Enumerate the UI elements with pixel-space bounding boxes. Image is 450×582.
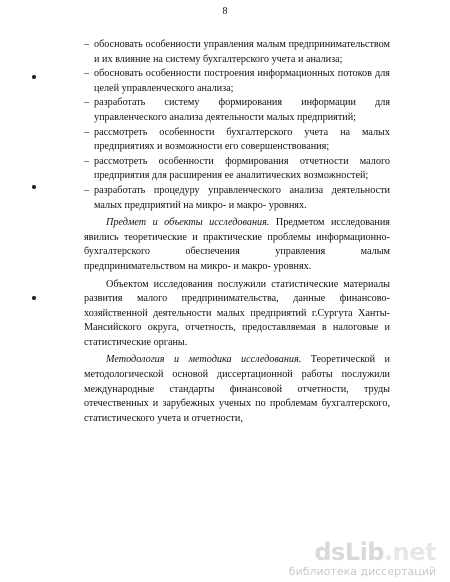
bullet-dash: – <box>84 39 90 50</box>
bullet-dash: – <box>84 184 90 196</box>
method-heading: Методология и методика исследования. <box>106 354 302 366</box>
bullet-dash: – <box>84 155 90 167</box>
watermark-subtitle: библиотека диссертаций <box>288 565 436 578</box>
task-text: рассмотреть особенности формирования отчетности малого предприятия для расширения ее аналитических возможностей; <box>94 155 390 182</box>
logo-main: dsLib <box>314 538 385 566</box>
page-number: 8 <box>222 6 228 17</box>
task-text: обосновать особенности управления малым предпринимательством и их влияние на систему бухгалтерского учета и анализа; <box>94 39 390 65</box>
bullet-dash: – <box>84 97 90 109</box>
task-item <box>84 38 390 67</box>
task-item <box>84 96 390 125</box>
method-paragraph <box>84 353 390 426</box>
object-paragraph <box>84 278 390 351</box>
subject-heading: Предмет и объекты исследования. <box>106 217 270 229</box>
task-text: разработать систему формирования информации для управленческого анализа деятельности малых предприятий; <box>94 97 390 123</box>
subject-paragraph <box>84 216 390 274</box>
margin-dot-1 <box>32 75 36 79</box>
bullet-dash: – <box>84 68 90 80</box>
task-text: обосновать особенности построения информационных потоков для целей управленческого анализа; <box>94 68 390 94</box>
dslib-watermark <box>289 539 436 578</box>
margin-dot-2 <box>32 185 36 189</box>
task-text: разработать процедуру управленческого анализа деятельности малых предприятий на микро- и макро- уровнях. <box>94 184 390 211</box>
task-item <box>84 155 390 184</box>
task-text: рассмотреть особенности бухгалтерского учета на малых предприятиях и возможности его совершенствования; <box>94 126 390 153</box>
margin-dot-3 <box>32 296 36 300</box>
document-body <box>84 38 390 426</box>
dslib-logo <box>289 539 436 565</box>
method-text: Теоретической и методологической основой диссертационной работы послужили международные стандарты финансовой отчетности, труды отечественных и зарубежных ученых по проблемам бухгалтерского, статистического учета и отчетности, <box>84 354 390 424</box>
task-item <box>84 184 390 213</box>
bullet-dash: – <box>84 126 90 138</box>
task-item <box>84 67 390 96</box>
subject-text: Предметом исследования явились теоретические и практические проблемы информационно-бухгалтерского обеспечения управления малым предпринимательством на микро- и макро- уровнях. <box>84 217 390 272</box>
object-text: Объектом исследования послужили статистические материалы развития малого предпринимательства, данные финансово-хозяйственной деятельности малых предприятий г.Сургута Ханты-Мансийского округа, отчетность, предоставляемая в налоговые и статистические органы. <box>84 278 390 348</box>
logo-tld: .net <box>384 538 436 566</box>
task-item <box>84 126 390 155</box>
